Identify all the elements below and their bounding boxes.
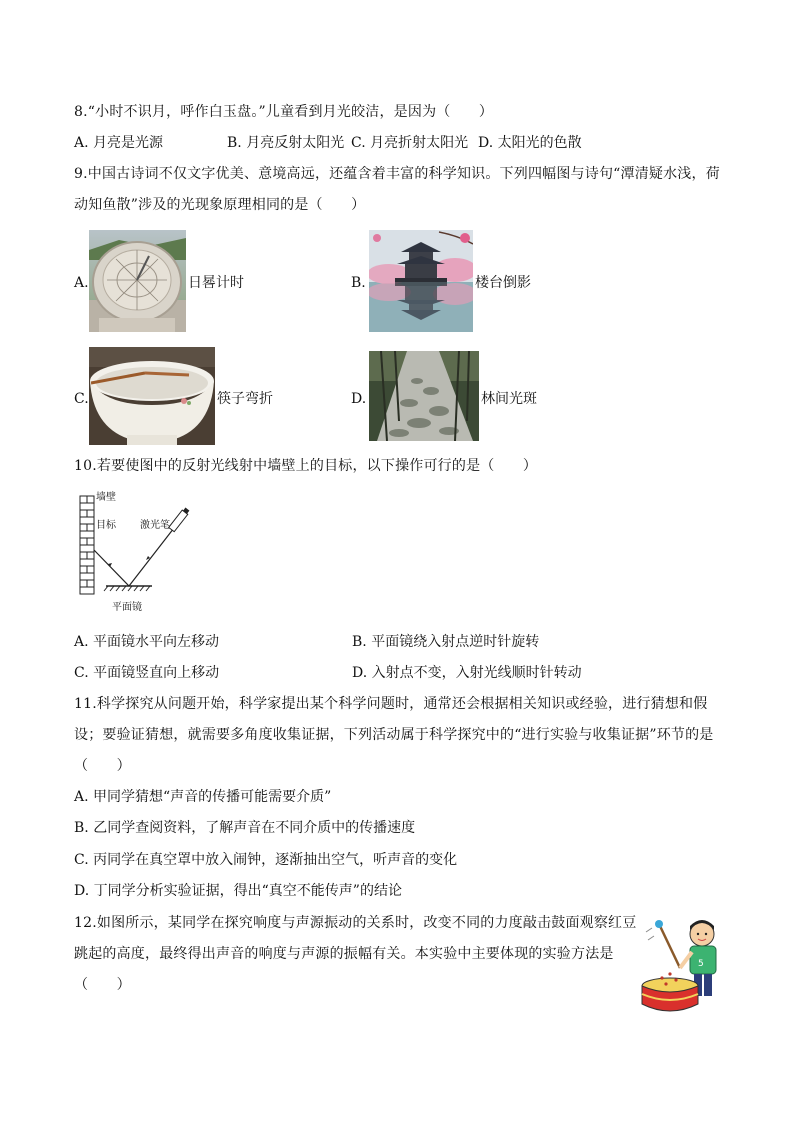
svg-text:5: 5 [698, 959, 704, 969]
q9-stem-line1: 9.中国古诗词不仅文字优美、意境高远，还蕴含着丰富的科学知识。下列四幅图与诗句“潭清疑水浅，荷 [74, 166, 720, 182]
q8-option-b[interactable]: B. 月亮反射太阳光 [227, 135, 345, 151]
q9-choice-a-caption: 日晷计时 [188, 275, 244, 291]
q10-option-b[interactable]: B. 平面镜绕入射点逆时针旋转 [352, 634, 540, 650]
chopstick-bowl-photo [89, 347, 215, 445]
diagram-laser-label: 激光笔 [140, 520, 170, 531]
q11-stem-line1: 11.科学探究从问题开始，科学家提出某个科学问题时，通常还会根据相关知识或经验，进行猜想和假 [74, 696, 708, 712]
q10-option-d[interactable]: D. 入射点不变，入射光线顺时针转动 [352, 665, 582, 681]
q9-choice-c-letter[interactable]: C. [74, 391, 89, 407]
q12-stem-line3: （ ） [74, 977, 131, 993]
diagram-wall-label: 墙壁 [96, 492, 116, 503]
q11-option-d[interactable]: D. 丁同学分析实验证据，得出“真空不能传声”的结论 [74, 883, 402, 899]
q11-option-b[interactable]: B. 乙同学查阅资料，了解声音在不同介质中的传播速度 [74, 820, 416, 836]
q9-stem-line2: 动知鱼散”涉及的光现象原理相同的是（ ） [74, 197, 366, 213]
q10-option-c[interactable]: C. 平面镜竖直向上移动 [74, 665, 220, 681]
q9-choice-c-caption: 筷子弯折 [217, 391, 273, 407]
q11-option-c[interactable]: C. 丙同学在真空罩中放入闹钟，逐渐抽出空气，听声音的变化 [74, 852, 458, 868]
forest-light-spots-photo [369, 351, 479, 441]
diagram-mirror-label: 平面镜 [112, 602, 142, 613]
q8-option-a[interactable]: A. 月亮是光源 [74, 135, 164, 151]
q9-choice-d-letter[interactable]: D. [351, 391, 367, 407]
q11-stem-line2: 设；要验证猜想，就需要多角度收集证据，下列活动属于科学探究中的“进行实验与收集证据”环节的是 [74, 727, 714, 743]
q11-option-a[interactable]: A. 甲同学猜想“声音的传播可能需要介质” [74, 789, 332, 805]
q8-option-c[interactable]: C. 月亮折射太阳光 [351, 135, 469, 151]
q9-choice-d-caption: 林间光斑 [481, 391, 537, 407]
pavilion-reflection-photo [369, 230, 473, 332]
q12-stem-line1: 12.如图所示，某同学在探究响度与声源振动的关系时，改变不同的力度敲击鼓面观察红豆 [74, 915, 637, 931]
q9-choice-b-caption: 楼台倒影 [475, 275, 531, 291]
drum-experiment-illustration [640, 908, 726, 1016]
q11-stem-line3: （ ） [74, 758, 131, 774]
reflection-diagram [74, 490, 194, 620]
q9-choice-a-letter[interactable]: A. [74, 275, 89, 291]
diagram-target-label: 目标 [96, 520, 116, 531]
q8-stem: 8.“小时不识月，呼作白玉盘。”儿童看到月光皎洁，是因为（ ） [74, 104, 494, 120]
q9-choice-b-letter[interactable]: B. [351, 275, 366, 291]
q10-stem: 10.若要使图中的反射光线射中墙壁上的目标，以下操作可行的是（ ） [74, 458, 538, 474]
q10-option-a[interactable]: A. 平面镜水平向左移动 [74, 634, 220, 650]
sundial-photo [89, 230, 186, 332]
q8-option-d[interactable]: D. 太阳光的色散 [478, 135, 582, 151]
q12-stem-line2: 跳起的高度，最终得出声音的响度与声源的振幅有关。本实验中主要体现的实验方法是 [74, 946, 614, 962]
